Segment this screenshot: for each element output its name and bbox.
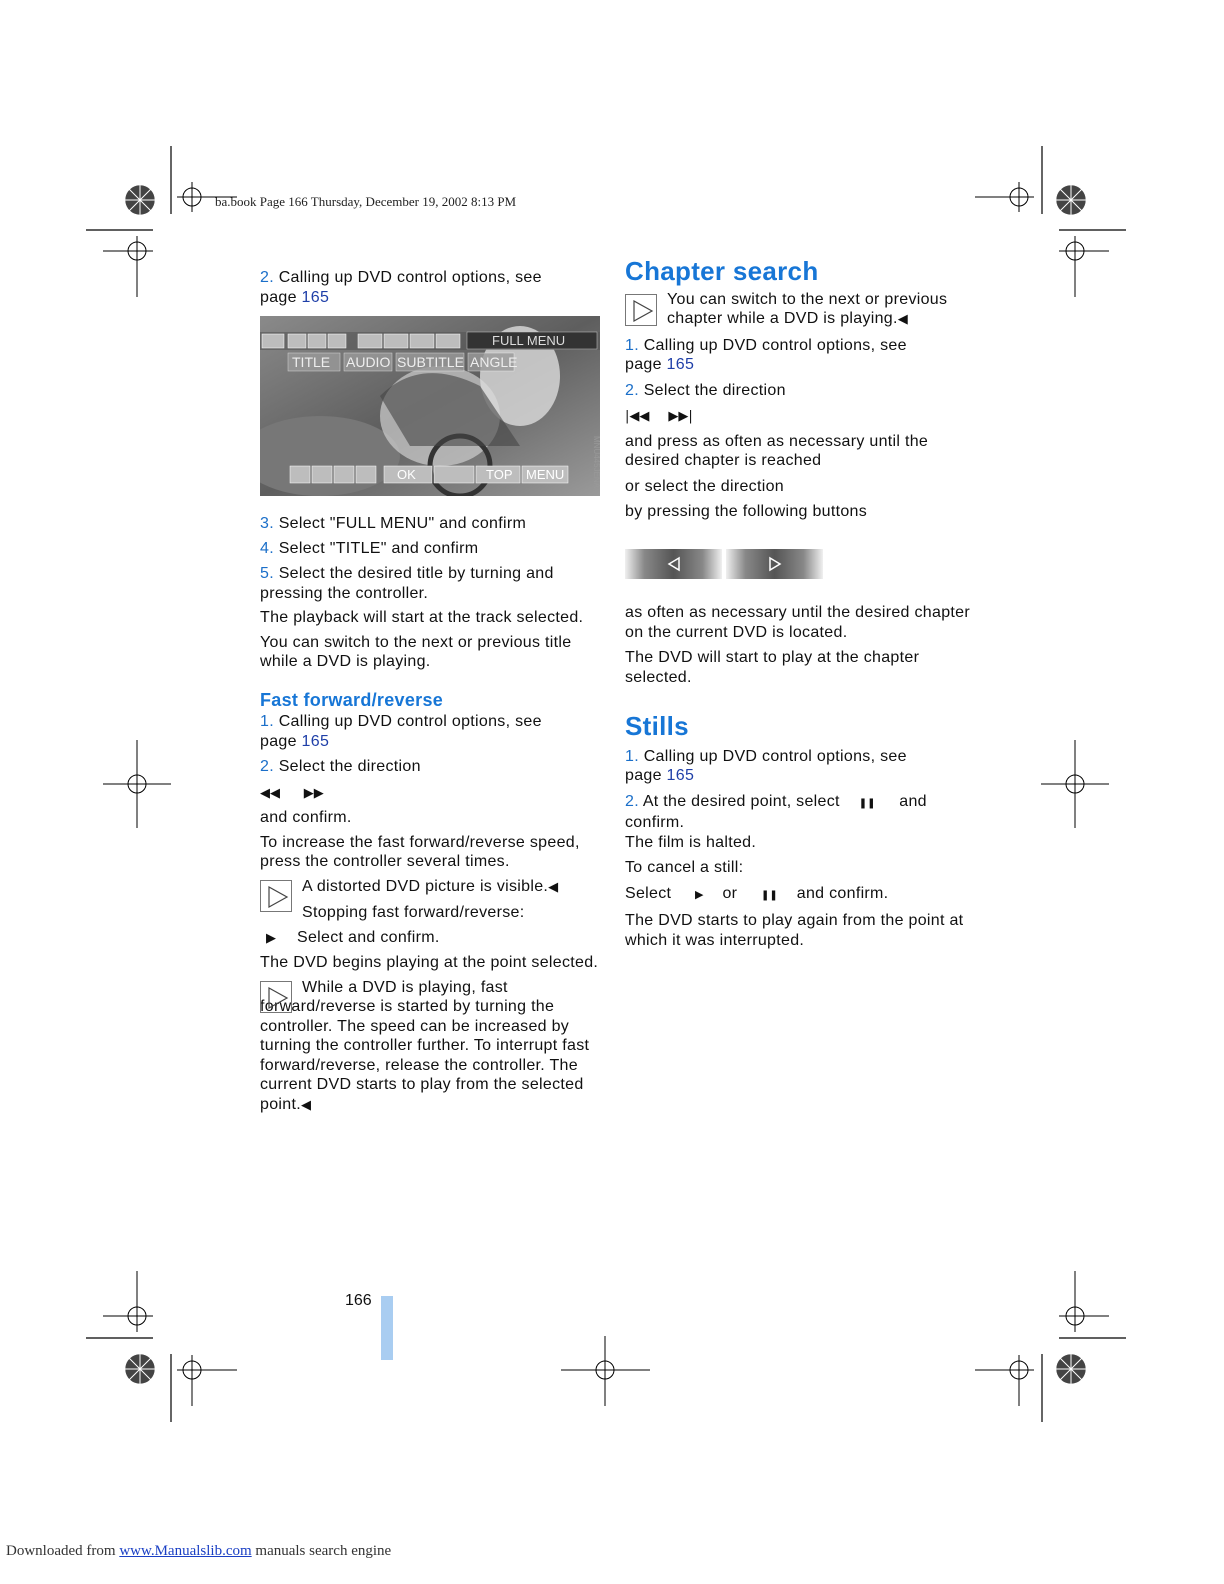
st-para: The DVD starts to play again from the point at which it was interrupted.: [625, 912, 964, 949]
end-mark-icon: ◀: [300, 1097, 311, 1113]
pause-icon: ❚❚: [761, 889, 778, 901]
tab-title: TITLE: [292, 354, 331, 370]
dvd-menu-screenshot: [260, 316, 600, 496]
page-link[interactable]: 165: [666, 356, 695, 373]
page-link[interactable]: 165: [301, 732, 330, 750]
full-menu-label: FULL MENU: [492, 333, 566, 348]
ff-para-speed: To increase the fast forward/reverse speed, press the controller several times.: [260, 833, 580, 870]
ff-direction-icons: [260, 783, 605, 804]
step-5: 5. Select the desired title by turning and pressing the controller.: [260, 565, 554, 602]
next-button[interactable]: [726, 549, 823, 579]
st-select-line: Select ▶ or ❚❚ and confirm.: [625, 884, 889, 902]
ff-step-1: 1. Calling up DVD control options, see page 165: [260, 713, 542, 750]
fast-forward-icon: ▶▶: [303, 785, 324, 801]
play-icon: ▶: [266, 930, 276, 946]
ff-para-begins: The DVD begins playing at the point selected.: [260, 954, 599, 971]
ff-confirm: and confirm.: [260, 809, 352, 826]
cs-direction-icons: [625, 406, 970, 427]
left-column: [260, 268, 605, 307]
para-playback: The playback will start at the track selected.: [260, 609, 584, 626]
step-3: 3. Select "FULL MENU" and confirm: [260, 515, 527, 532]
step-2: 2. Calling up DVD control options, see page 165: [260, 269, 542, 306]
cs-para-start: The DVD will start to play at the chapter selected.: [625, 649, 920, 686]
heading-chapter-search: Chapter search: [625, 256, 819, 286]
tab-audio: AUDIO: [346, 354, 391, 370]
prev-button[interactable]: [625, 549, 722, 579]
right-column-body: [625, 603, 970, 950]
cs-para-or: or select the direction: [625, 477, 784, 495]
heading-stills: Stills: [625, 711, 689, 741]
note-turning: While a DVD is playing, fast forward/reverse is started by turning the controller. The speed can be increased by turning the controller further. To interrupt fast forward/reverse, release the controller. The current DVD starts to play from the selected point.◀: [260, 978, 590, 1113]
rewind-icon: ◀◀: [260, 785, 280, 801]
heading-fast-forward: Fast forward/reverse: [260, 689, 444, 710]
page-number: 166: [345, 1292, 372, 1309]
play-icon: ▶: [695, 887, 704, 901]
page-link[interactable]: 165: [301, 288, 330, 306]
tab-angle: ANGLE: [470, 354, 518, 370]
para-switch-title: You can switch to the next or previous title while a DVD is playing.: [260, 633, 572, 670]
cs-step-2: 2. Select the direction: [625, 381, 786, 399]
end-mark-icon: ◀: [897, 312, 908, 327]
note-icon: [625, 294, 657, 326]
hardware-buttons: [625, 549, 825, 579]
tab-subtitle: SUBTITLE: [397, 354, 464, 370]
end-mark-icon: ◀: [548, 879, 559, 895]
dvd-screen-picture: [260, 316, 600, 496]
play-select: ▶ Select and confirm.: [260, 928, 605, 949]
cs-para-buttons: by pressing the following buttons: [625, 503, 868, 520]
pause-icon: ❚❚: [858, 797, 876, 809]
st-step-2: 2. At the desired point, select ❚❚ and confirm. The film is halted.: [625, 792, 927, 851]
step-4: 4. Select "TITLE" and confirm: [260, 539, 479, 557]
menu-label: MENU: [526, 467, 565, 482]
note-distorted: A distorted DVD picture is visible.◀ Stopping fast forward/reverse:: [260, 877, 605, 923]
top-label: TOP: [486, 467, 513, 482]
cs-para-often: as often as necessary until the desired chapter on the current DVD is located.: [625, 604, 970, 641]
footer: Downloaded from www.Manualslib.com manuals search engine: [6, 1543, 392, 1559]
ok-label: OK: [397, 467, 416, 482]
skip-back-icon: |◀◀: [625, 409, 650, 424]
skip-forward-icon: ▶▶|: [668, 409, 693, 424]
book-info: ba.book Page 166 Thursday, December 19, 2002 8:13 PM: [215, 194, 517, 209]
image-code: MNU445JENA: [592, 436, 601, 489]
cs-para-press: and press as often as necessary until the desired chapter is reached: [625, 432, 929, 469]
cs-step-1: 1. Calling up DVD control options, see page 165: [625, 336, 907, 373]
st-step-1: 1. Calling up DVD control options, see page 165: [625, 747, 907, 784]
left-column-body: [260, 514, 605, 1115]
note-icon: [260, 981, 292, 1013]
page-tab-bar: [381, 1296, 393, 1360]
st-cancel: To cancel a still:: [625, 859, 744, 876]
manualslib-link[interactable]: www.Manualslib.com: [119, 1543, 252, 1559]
right-column: [625, 256, 970, 522]
page-link[interactable]: 165: [666, 767, 695, 784]
note-chapter: You can switch to the next or previous chapter while a DVD is playing.◀: [625, 290, 970, 330]
ff-step-2: 2. Select the direction: [260, 758, 421, 775]
note-icon: [260, 880, 292, 912]
